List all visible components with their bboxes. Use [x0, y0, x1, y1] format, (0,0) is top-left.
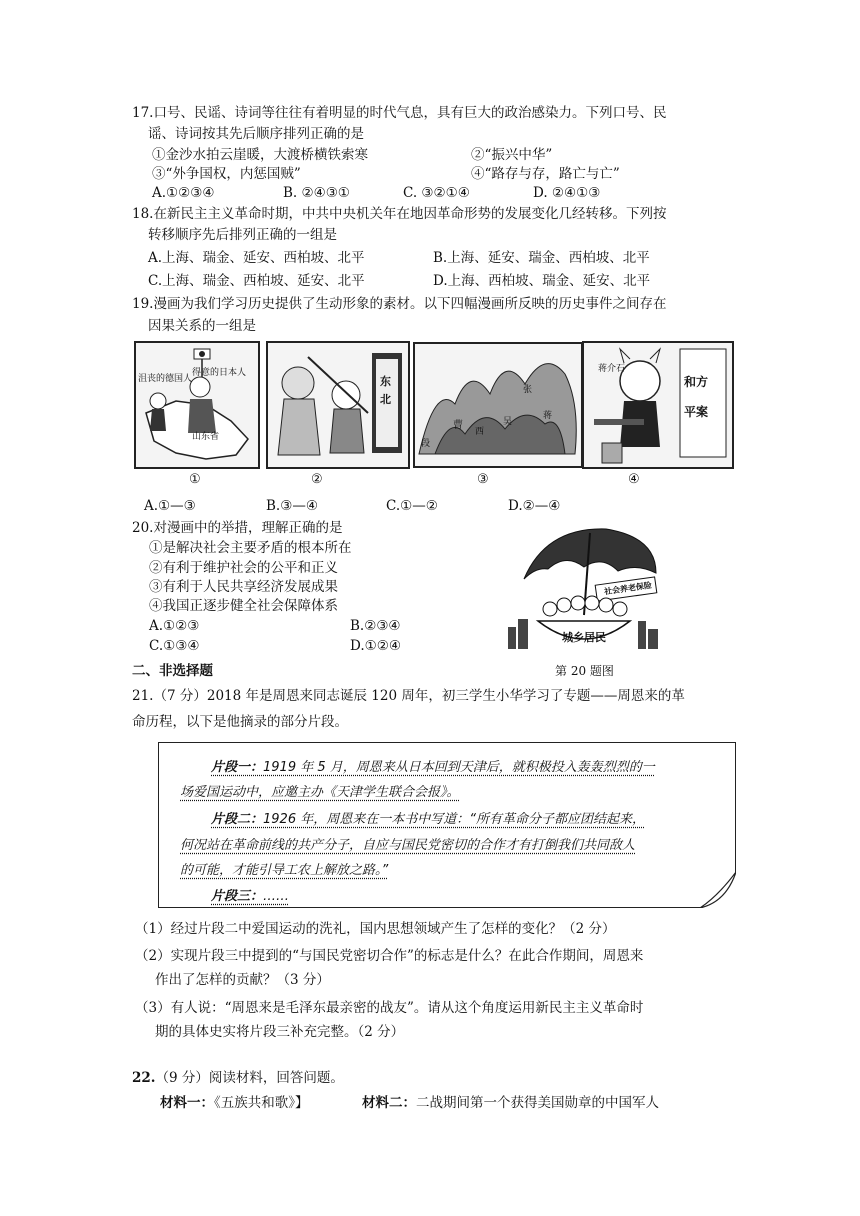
cartoon-3-warlords: [413, 342, 583, 468]
excerpt-2-label: 片段二：: [211, 812, 264, 827]
excerpt-3-label: 片段三：: [211, 889, 264, 904]
cartoon-2-caption: ②: [311, 472, 323, 487]
q21-stem-line2: 命历程，以下是他摘录的部分片段。: [132, 714, 348, 730]
q18-option-a[interactable]: A.上海、瑞金、延安、西柏坡、北平: [148, 250, 365, 266]
cartoon-3-label-5: 蒋: [543, 411, 553, 421]
q22-stem-line: [132, 1068, 344, 1088]
cartoon-4-label-1: 和方: [684, 375, 709, 389]
q17-item-2: ②“振兴中华”: [471, 147, 553, 163]
excerpt-1-line1: [211, 758, 655, 778]
q19-option-a[interactable]: A.①—③: [144, 498, 196, 514]
q18-option-c[interactable]: C.上海、瑞金、西柏坡、延安、北平: [148, 273, 365, 289]
q20-item-1: ①是解决社会主要矛盾的根本所在: [149, 540, 352, 556]
section-2-heading: 二、非选择题: [132, 663, 213, 679]
q19-stem-line1: 19.漫画为我们学习历史提供了生动形象的素材。以下四幅漫画所反映的历史事件之间存在: [132, 296, 667, 312]
cartoon-1-label-shandong: 山东省: [192, 432, 220, 442]
q18-stem-line2: 转移顺序先后排列正确的一组是: [148, 227, 337, 243]
cartoon-1-label-german: 沮丧的德国人: [138, 374, 193, 384]
cartoon-3-label-2: 曹: [453, 420, 463, 431]
cartoon-4-chiang: [582, 341, 734, 469]
q21-subquestion-2-line1: （2）实现片段三中提到的“与国民党密切合作”的标志是什么？在此合作期间，周恩来: [135, 948, 644, 964]
excerpt-2-line3: 的可能，才能引导工农上解放之路。”: [180, 863, 389, 878]
cartoon-3-label-3: 西: [475, 427, 485, 437]
excerpt-2-text: 1926 年，周恩来在一本书中写道：“所有革命分子都应团结起来，: [263, 812, 645, 827]
cartoon-2-label-dong: 东: [380, 375, 391, 388]
q22-material-1-label: 材料一：: [160, 1095, 214, 1111]
cartoon-1-shandong: [134, 341, 260, 469]
excerpt-3-line: [211, 887, 289, 907]
excerpt-3-text: ……: [263, 889, 290, 904]
cartoon-1-caption: ①: [189, 472, 201, 487]
q18-option-d[interactable]: D.上海、西柏坡、瑞金、延安、北平: [433, 273, 651, 289]
cartoon-1-label-japanese: 得意的日本人: [192, 368, 247, 378]
q20-figure-umbrella: [506, 523, 660, 655]
cartoon-2-label-bei: 北: [380, 393, 391, 406]
q22-material-2: [362, 1093, 659, 1113]
q22-number: 22.: [132, 1070, 156, 1086]
q20-item-3: ③有利于人民共享经济发展成果: [149, 579, 338, 595]
q20-figure-banner: 社会养老保险: [603, 579, 653, 597]
q21-subquestion-1: （1）经过片段二中爱国运动的洗礼，国内思想领域产生了怎样的变化？（2 分）: [135, 921, 616, 937]
q20-option-a[interactable]: A.①②③: [149, 618, 200, 634]
q20-option-b[interactable]: B.②③④: [350, 618, 401, 634]
cartoon-3-label-6: 张: [523, 385, 533, 395]
cartoon-1-drawing: [136, 343, 258, 467]
q18-option-b[interactable]: B.上海、延安、瑞金、西柏坡、北平: [433, 250, 650, 266]
q20-figure-bowl-label: 城乡居民: [562, 631, 606, 644]
cartoon-3-label-4: 吴: [503, 417, 513, 427]
q20-item-4: ④我国正逐步健全社会保障体系: [149, 598, 338, 614]
cartoon-2-northeast: [266, 341, 410, 469]
q22-material-2-text: 二战期间第一个获得美国勋章的中国军人: [416, 1095, 659, 1111]
q19-option-d[interactable]: D.②—④: [508, 498, 561, 514]
q17-option-c[interactable]: C. ③②①④: [403, 185, 470, 201]
q17-stem-line2: 谣、诗词按其先后顺序排列正确的是: [148, 126, 364, 142]
q22-material-2-label: 材料二：: [362, 1095, 416, 1111]
excerpt-1-text: 1919 年 5 月，周恩来从日本回到天津后，就积极投入轰轰烈烈的一: [263, 760, 655, 775]
q17-stem-line1: 17.口号、民谣、诗词等往往有着明显的时代气息，具有巨大的政治感染力。下列口号、民: [132, 105, 667, 121]
q17-option-d[interactable]: D. ②④①③: [533, 185, 601, 201]
q18-stem-line1: 18.在新民主主义革命时期，中共中央机关年在地因革命形势的发展变化几经转移。下列按: [132, 206, 667, 222]
q17-option-b[interactable]: B. ②④③①: [283, 185, 350, 201]
cartoon-4-label-chiang: 蒋介石: [598, 364, 626, 374]
q22-material-1-text: 《五族共和歌》】: [214, 1095, 309, 1111]
q21-subquestion-2-line2: 作出了怎样的贡献？（3 分）: [155, 972, 330, 988]
q20-stem: 20.对漫画中的举措，理解正确的是: [132, 520, 343, 536]
q20-item-2: ②有利于维护社会的公平和正义: [149, 560, 338, 576]
q17-item-4: ④“路存与存，路亡与亡”: [471, 166, 620, 182]
q19-option-c[interactable]: C.①—②: [386, 498, 438, 514]
q20-figure-caption: 第 20 题图: [555, 664, 614, 678]
q21-subquestion-3-line1: （3）有人说：“周恩来是毛泽东最亲密的战友”。请从这个角度运用新民主主义革命时: [135, 1000, 644, 1016]
q21-subquestion-3-line2: 期的具体史实将片段三补充完整。（2 分）: [155, 1024, 405, 1040]
cartoon-3-drawing: [415, 344, 581, 466]
q17-item-3: ③“外争国权，内惩国贼”: [152, 166, 301, 182]
q20-option-c[interactable]: C.①③④: [149, 638, 200, 654]
excerpt-1-label: 片段一：: [211, 760, 264, 775]
q22-material-1: [160, 1093, 309, 1113]
excerpt-1-line2: 场爱国运动中，应邀主办《天津学生联合会报》。: [180, 785, 460, 800]
cartoon-3-label-1: 段: [421, 439, 431, 449]
cartoon-4-caption: ④: [628, 472, 640, 487]
q21-stem-line1: 21.（7 分）2018 年是周恩来同志诞辰 120 周年，初三学生小华学习了专题——周恩来的革: [132, 688, 685, 704]
page-curl-corner: [700, 872, 736, 908]
excerpt-2-line2: 何况站在革命前线的共产分子，自应与国民党密切的合作才有打倒我们共同敌人: [180, 838, 636, 853]
cartoon-3-caption: ③: [477, 472, 489, 487]
q17-option-a[interactable]: A.①②③④: [152, 185, 215, 201]
q20-option-d[interactable]: D.①②④: [350, 638, 401, 654]
q19-stem-line2: 因果关系的一组是: [148, 318, 256, 334]
excerpt-2-line1: [211, 810, 645, 830]
cartoon-4-label-2: 平案: [684, 405, 709, 419]
q17-item-1: ①金沙水拍云崖暖，大渡桥横铁索寒: [152, 147, 368, 163]
q19-option-b[interactable]: B.③—④: [266, 498, 318, 514]
q22-stem: （9 分）阅读材料，回答问题。: [155, 1070, 344, 1086]
